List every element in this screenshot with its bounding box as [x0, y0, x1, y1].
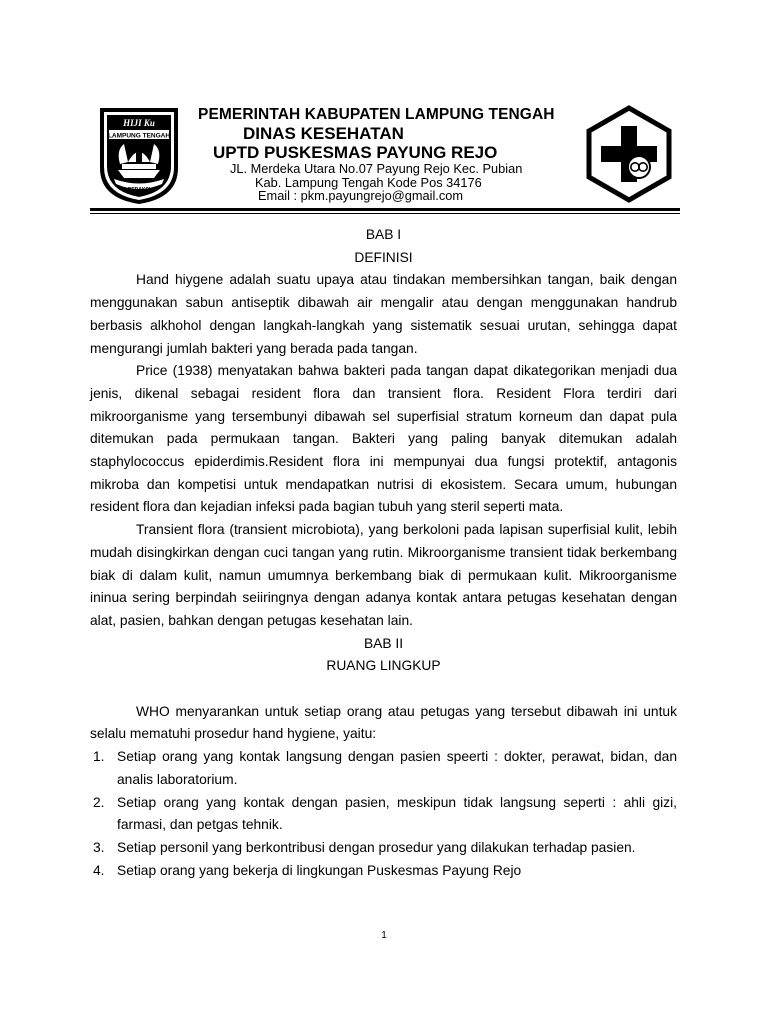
list-text: Setiap orang yang bekerja di lingkungan Puskesmas Payung Rejo [117, 862, 522, 878]
list-number: 4. [93, 862, 105, 878]
letterhead-text [198, 106, 578, 203]
gov-name: PEMERINTAH KABUPATEN LAMPUNG TENGAH [198, 106, 555, 123]
bab1-title: DEFINISI [354, 249, 413, 265]
page-number: 1 [381, 930, 387, 941]
puskesmas-logo-icon [583, 104, 675, 204]
header-rule-thick [90, 208, 680, 211]
header-rule-thin [90, 213, 680, 214]
letterhead [90, 100, 680, 215]
unit-name: UPTD PUSKESMAS PAYUNG REJO [213, 143, 498, 162]
bab2-title: RUANG LINGKUP [326, 658, 441, 674]
scope-list [90, 746, 677, 882]
email-line: Email : pkm.payungrejo@gmail.com [258, 188, 464, 203]
bab2-heading: BAB II [363, 635, 404, 651]
list-text: Setiap orang yang kontak langsung dengan pasien speerti : dokter, perawat, bidan, dan analis laboratorium. [117, 749, 677, 787]
list-number: 1. [93, 749, 105, 765]
bab1-heading: BAB I [365, 227, 402, 242]
list-item [90, 860, 677, 883]
list-number: 2. [93, 794, 105, 810]
blank-line [90, 678, 677, 701]
bab1-paragraph: Hand hiygene adalah suatu upaya atau tindakan membersihkan tangan, baik dengan menggunakan sabun antiseptik dibawah air mengalir atau dengan menggunakan handrub berbasis alkhohol dengan langkah-langkah yang sistematik sesuai urutan, sehingga dapat mengurangi jumlah bakteri yang berada pada tangan. [90, 272, 677, 356]
address-line-2: Kab. Lampung Tengah Kode Pos 34176 [255, 174, 482, 190]
list-text: Setiap personil yang berkontribusi dengan prosedur yang dilakukan terhadap pasien. [117, 839, 636, 855]
bab2-intro: WHO menyarankan untuk setiap orang atau petugas yang tersebut dibawah ini untuk selalu mematuhi prosedur hand hygiene, yaitu: [90, 703, 677, 742]
document-body [90, 224, 677, 882]
svg-text:LAMPUNG TENGAH: LAMPUNG TENGAH [107, 132, 171, 140]
list-item [90, 792, 677, 837]
svg-text:BERAKSI: BERAKSI [127, 187, 151, 193]
list-item [90, 746, 677, 791]
bab1-paragraph: Transient flora (transient microbiota), yang berkoloni pada lapisan superfisial kulit, lebih mudah disingkirkan dengan cuci tangan yang rutin. Mikroorganisme transient tidak berkembang biak di dalam kulit, namun umumnya berkembang biak di permukaan kulit. Mikroorganisme ininua sering berpindah seiiringnya dengan adanya kontak antara petugas kesehatan dengan alat, pasien, bahkan dengan petugas kesehatan lain. [90, 522, 677, 628]
list-item [90, 837, 677, 860]
lampung-tengah-emblem-icon [98, 106, 180, 206]
office-name: DINAS KESEHATAN [243, 124, 404, 143]
address-line-1: JL. Merdeka Utara No.07 Payung Rejo Kec. Pubian [230, 161, 523, 176]
bab1-paragraph: Price (1938) menyatakan bahwa bakteri pada tangan dapat dikategorikan menjadi dua jenis, dikenal sebagai resident flora dan transient flora. Resident Flora terdiri dari mikroorganisme yang tersembunyi dibawah sel superfisial stratum korneum dan dapat pula ditemukan pada permukaan tangan. Bakteri yang paling banyak ditemukan adalah staphylococcus epiderdimis.Resident flora ini mempunyai dua fungsi protektif, antagonis mikroba dan kompetisi untuk mendapatkan nutrisi di ekosistem. Secara umum, hubungan resident flora dan kejadian infeksi pada bagian tubuh yang steril seperti mata. [90, 363, 677, 515]
list-number: 3. [93, 839, 105, 855]
svg-text:HIJI Ku: HIJI Ku [123, 118, 155, 128]
list-text: Setiap orang yang kontak dengan pasien, meskipun tidak langsung seperti : ahli gizi, farmasi, dan petgas tehnik. [117, 794, 677, 833]
